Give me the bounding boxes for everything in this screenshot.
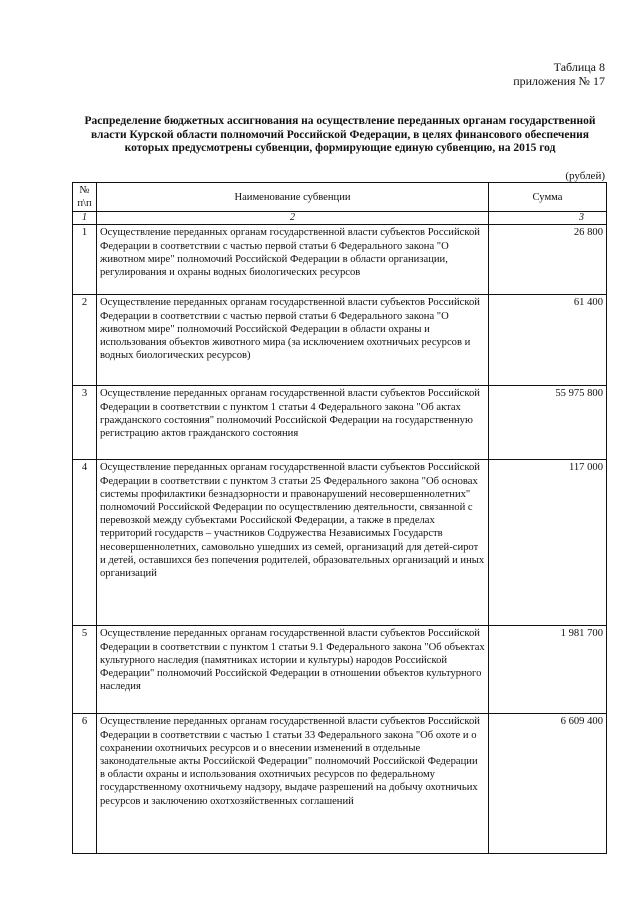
subsidy-sum: 55 975 800 — [489, 386, 607, 460]
column-index: 2 — [97, 212, 489, 225]
subsidy-name: Осуществление переданных органам государственной власти субъектов Российской Федерации в соответствии с пунктом 1 статьи 9.1 Федерального закона "Об объектах культурного наследия (памятниках истории и культуры) народов Российской Федерации" полномочий Российской Федерации в отношении объектов культурного наследия — [97, 626, 489, 714]
table-row — [73, 460, 607, 626]
units-label: (рублей) — [565, 170, 605, 182]
subsidy-sum: 6 609 400 — [489, 714, 607, 854]
subsidy-sum: 61 400 — [489, 295, 607, 386]
subsidy-name: Осуществление переданных органам государственной власти субъектов Российской Федерации в соответствии с пунктом 3 статьи 25 Федерального закона "Об основах системы профилактики безнадзорности и правонарушений несовершеннолетних" полномочий Российской Федерации по осуществлению деятельности, связанной с перевозкой между субъектами Российской Федерации, а также в пределах территорий государств – участников Содружества Независимых Государств несовершеннолетних, самовольно ушедших из семей, организаций для детей-сирот и детей, оставшихся без попечения родителей, образовательных организаций и иных организаций — [97, 460, 489, 626]
subsidy-sum: 117 000 — [489, 460, 607, 626]
subsidy-name: Осуществление переданных органам государственной власти субъектов Российской Федерации в соответствии с частью первой статьи 6 Федерального закона "О животном мире" полномочий Российской Федерации в области организации, регулирования и охраны водных биологических ресурсов — [97, 225, 489, 295]
subsidy-sum: 1 981 700 — [489, 626, 607, 714]
document-header — [513, 60, 605, 88]
annex-label: приложения № 17 — [513, 74, 605, 88]
row-number: 5 — [73, 626, 97, 714]
table-label: Таблица 8 — [553, 60, 605, 74]
row-number: 2 — [73, 295, 97, 386]
column-index: 1 — [73, 212, 97, 225]
table-row — [73, 386, 607, 460]
table-header-row — [73, 183, 607, 212]
subsidy-name: Осуществление переданных органам государственной власти субъектов Российской Федерации в соответствии с частью первой статьи 6 Федерального закона "О животном мире" полномочий Российской Федерации в области охраны и использования объектов животного мира (за исключением охотничьих ресурсов и водных биологических ресурсов) — [97, 295, 489, 386]
subsidy-sum: 26 800 — [489, 225, 607, 295]
row-number: 6 — [73, 714, 97, 854]
subsidy-name: Осуществление переданных органам государственной власти субъектов Российской Федерации в соответствии с пунктом 1 статьи 4 Федерального закона "Об актах гражданского состояния" полномочий Российской Федерации на государственную регистрацию актов гражданского состояния — [97, 386, 489, 460]
row-number: 3 — [73, 386, 97, 460]
column-index-row — [73, 212, 607, 225]
table-row — [73, 714, 607, 854]
table-row — [73, 626, 607, 714]
row-number: 4 — [73, 460, 97, 626]
column-header-name: Наименование субвенции — [97, 183, 489, 212]
document-title: Распределение бюджетных ассигнования на осуществление переданных органам государственной власти Курской области полномочий Российской Федерации, в целях финансового обеспечения которых предусмотрены субвенции, формирующие единую субвенцию, на 2015 год — [84, 115, 596, 154]
column-index: 3 — [489, 212, 607, 225]
column-header-number: № п\п — [73, 183, 97, 212]
table-row — [73, 225, 607, 295]
row-number: 1 — [73, 225, 97, 295]
subsidy-name: Осуществление переданных органам государственной власти субъектов Российской Федерации в соответствии с частью 1 статьи 33 Федерального закона "Об охоте и о сохранении охотничьих ресурсов и о внесении изменений в отдельные законодательные акты Российской Федерации" полномочий Российской Федерации в области охраны и использования охотничьих ресурсов по федеральному государственному охотничьему надзору, выдаче разрешений на добычу охотничьих ресурсов и заключению охотхозяйственных соглашений — [97, 714, 489, 854]
subsidies-table — [72, 182, 607, 854]
table-row — [73, 295, 607, 386]
column-header-sum: Сумма — [489, 183, 607, 212]
